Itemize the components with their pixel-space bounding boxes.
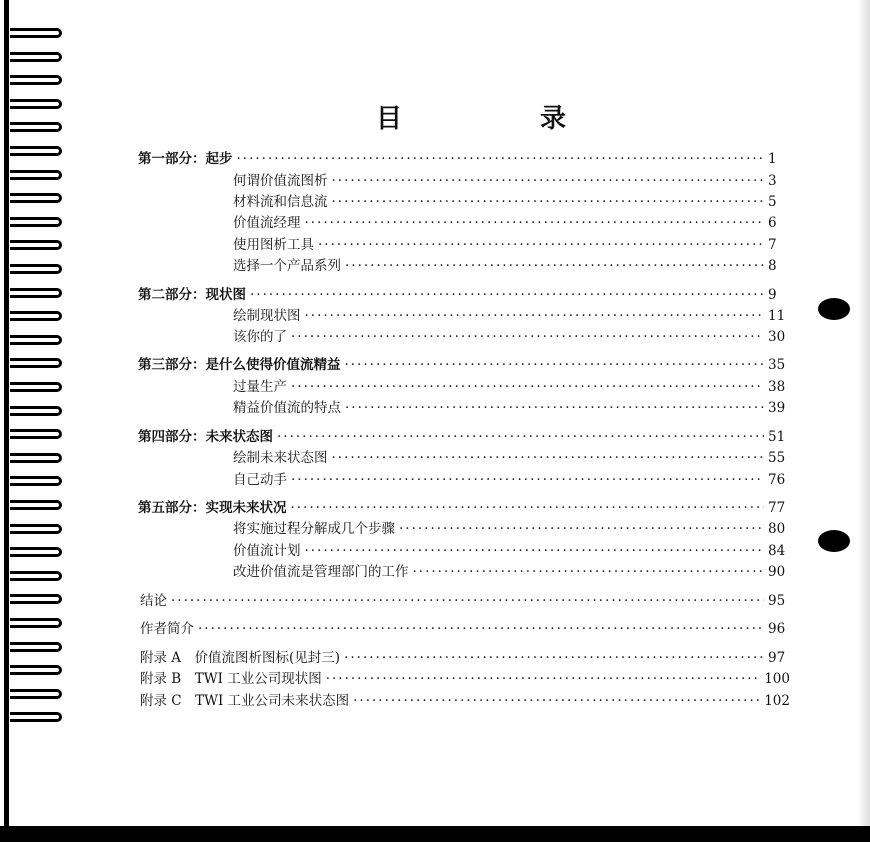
dot-leader [345, 356, 765, 374]
toc-entry-label: 自己动手 [233, 472, 287, 488]
toc-entry [140, 692, 790, 710]
dot-leader [291, 471, 764, 489]
toc-entry-label: 附录 A 价值流图析图标(见封三) [140, 650, 341, 666]
dot-leader [237, 150, 765, 168]
toc-entry [140, 620, 790, 638]
dot-leader [318, 236, 764, 254]
toc-entry-page: 77 [768, 500, 786, 516]
toc-entry-page: 51 [768, 429, 786, 445]
toc-entry-label: 将实施过程分解成几个步骤 [233, 521, 395, 537]
toc-entry [138, 286, 790, 304]
dot-leader [305, 307, 765, 325]
toc-entry-label: 绘制未来状态图 [233, 450, 328, 466]
toc-entry-label: 价值流计划 [233, 543, 301, 559]
toc-entry [138, 499, 790, 517]
dot-leader [171, 592, 764, 610]
toc-entry [233, 193, 790, 211]
toc-entry [140, 649, 790, 667]
toc-entry [233, 328, 790, 346]
dot-leader [250, 286, 764, 304]
toc-entry-page: 3 [768, 173, 777, 189]
dot-leader [399, 520, 764, 538]
toc-entry-label: 改进价值流是管理部门的工作 [233, 564, 409, 580]
toc-entry-page: 35 [768, 357, 786, 373]
toc-entry-page: 55 [768, 450, 786, 466]
toc-entry-label: 第四部分：未来状态图 [138, 429, 273, 445]
toc-entry [140, 670, 790, 688]
toc-entry-label: 绘制现状图 [233, 308, 301, 324]
toc-entry-page: 38 [768, 379, 786, 395]
toc-entry-label: 第一部分：起步 [138, 151, 233, 167]
toc-entry [233, 214, 790, 232]
dot-leader [332, 193, 765, 211]
dot-leader [305, 214, 765, 232]
toc-entry-page: 7 [768, 237, 777, 253]
dot-leader [332, 172, 765, 190]
dot-leader [291, 328, 764, 346]
toc-entry-page: 90 [768, 564, 786, 580]
toc-entry-page: 95 [768, 593, 786, 609]
dot-leader [345, 257, 764, 275]
toc-entry-page: 39 [768, 400, 786, 416]
toc-entry [233, 563, 790, 581]
toc-entry-label: 过量生产 [233, 379, 287, 395]
toc-entry-label: 作者简介 [140, 621, 194, 637]
toc-entry-page: 100 [764, 671, 790, 687]
toc-entry [138, 150, 790, 168]
toc-entry-page: 102 [764, 693, 790, 709]
toc-entry [233, 471, 790, 489]
toc-entry-label: 何谓价值流图析 [233, 173, 328, 189]
toc-entry-label: 第五部分：实现未来状况 [138, 500, 287, 516]
dot-leader [291, 378, 764, 396]
toc-entry-label: 使用图析工具 [233, 237, 314, 253]
toc-entry [233, 520, 790, 538]
dot-leader [353, 692, 760, 710]
toc-entry-label: 附录 C TWI 工业公司未来状态图 [140, 693, 350, 709]
toc-entry-label: 价值流经理 [233, 215, 301, 231]
toc-entry-label: 第三部分：是什么使得价值流精益 [138, 357, 341, 373]
page-title: 目 录 [376, 104, 623, 134]
toc-entry-page: 30 [768, 329, 786, 345]
dot-leader [332, 449, 765, 467]
toc-entry-label: 材料流和信息流 [233, 194, 328, 210]
dot-leader [326, 670, 761, 688]
toc-entry [233, 257, 790, 275]
toc-entry-page: 1 [768, 151, 777, 167]
dot-leader [277, 428, 764, 446]
toc-entry [233, 449, 790, 467]
toc-entry [233, 542, 790, 560]
toc-entry-label: 选择一个产品系列 [233, 258, 341, 274]
toc-entry [233, 378, 790, 396]
toc-entry-label: 附录 B TWI 工业公司现状图 [140, 671, 322, 687]
toc-entry [233, 399, 790, 417]
dot-leader [345, 399, 764, 417]
toc-entry [233, 172, 790, 190]
dot-leader [291, 499, 765, 517]
toc-entry-page: 80 [768, 521, 786, 537]
toc-entry [138, 356, 790, 374]
toc-entry [140, 592, 790, 610]
dot-leader [413, 563, 765, 581]
dot-leader [344, 649, 764, 667]
toc-entry-page: 97 [768, 650, 786, 666]
dot-leader [305, 542, 765, 560]
toc-entry [138, 428, 790, 446]
toc-entry-page: 5 [768, 194, 777, 210]
dot-leader [198, 620, 764, 638]
toc-entry-page: 84 [768, 543, 786, 559]
toc-entry-label: 精益价值流的特点 [233, 400, 341, 416]
toc-entry-page: 96 [768, 621, 786, 637]
toc-entry-page: 6 [768, 215, 777, 231]
toc-entry-label: 结论 [140, 593, 167, 609]
toc-entry-label: 该你的了 [233, 329, 287, 345]
toc-entry-page: 11 [768, 308, 786, 324]
toc-entry [233, 236, 790, 254]
toc-entry-page: 76 [768, 472, 786, 488]
toc-entry [233, 307, 790, 325]
toc-entry-label: 第二部分：现状图 [138, 287, 246, 303]
toc-entry-page: 8 [768, 258, 777, 274]
toc-entry-page: 9 [768, 287, 777, 303]
